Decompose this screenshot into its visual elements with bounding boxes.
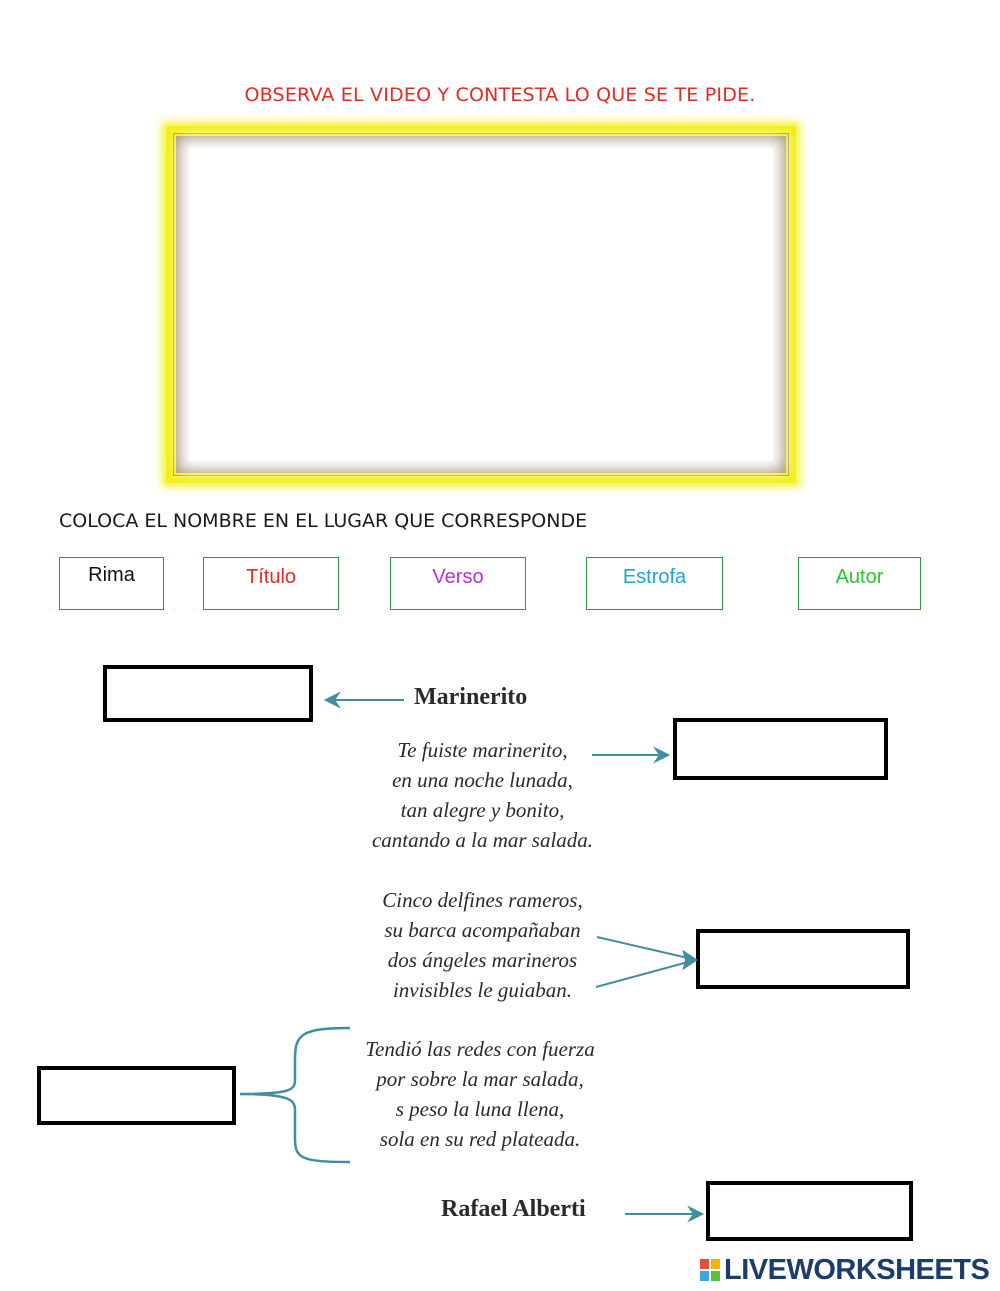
verse-line: cantando a la mar salada. — [371, 828, 594, 852]
stanza-brace-icon — [240, 1028, 350, 1162]
instruction-place-names: COLOCA EL NOMBRE EN EL LUGAR QUE CORRESPONDE — [59, 510, 588, 532]
poem-title: Marinerito — [414, 684, 528, 710]
logo-text: LIVEWORKSHEETS — [724, 1254, 990, 1286]
rhyme-arrow-upper-icon — [597, 937, 688, 958]
instruction-observe-video: OBSERVA EL VIDEO Y CONTESTA LO QUE SE TE PIDE. — [244, 84, 756, 106]
verse-line: Te fuiste marinerito, — [397, 738, 568, 762]
verse-line: por sobre la mar salada, — [376, 1067, 584, 1091]
logo-mark-icon — [700, 1259, 720, 1281]
poem-author: Rafael Alberti — [441, 1196, 586, 1222]
verse-line: invisibles le guiaban. — [392, 978, 573, 1002]
verse-line: sola en su red plateada. — [379, 1127, 581, 1151]
verse-line: tan alegre y bonito, — [400, 798, 565, 822]
verse-line: su barca acompañaban — [384, 918, 581, 942]
word-label-estrofa: Estrofa — [622, 566, 687, 588]
word-label-verso: Verso — [432, 566, 484, 588]
verse-line: en una noche lunada, — [392, 768, 573, 792]
verse-line: s peso la luna llena, — [395, 1097, 565, 1121]
word-label-autor: Autor — [835, 566, 884, 588]
verse-line: Cinco delfines rameros, — [382, 888, 583, 912]
verse-line: dos ángeles marineros — [387, 948, 578, 972]
rhyme-arrow-lower-icon — [596, 962, 688, 987]
rhyme-arrowhead-icon — [684, 952, 696, 968]
word-label-titulo: Título — [245, 566, 297, 588]
verse-line: Tendió las redes con fuerza — [365, 1037, 595, 1061]
liveworksheets-logo — [700, 1254, 989, 1287]
word-label-rima: Rima — [88, 564, 135, 586]
